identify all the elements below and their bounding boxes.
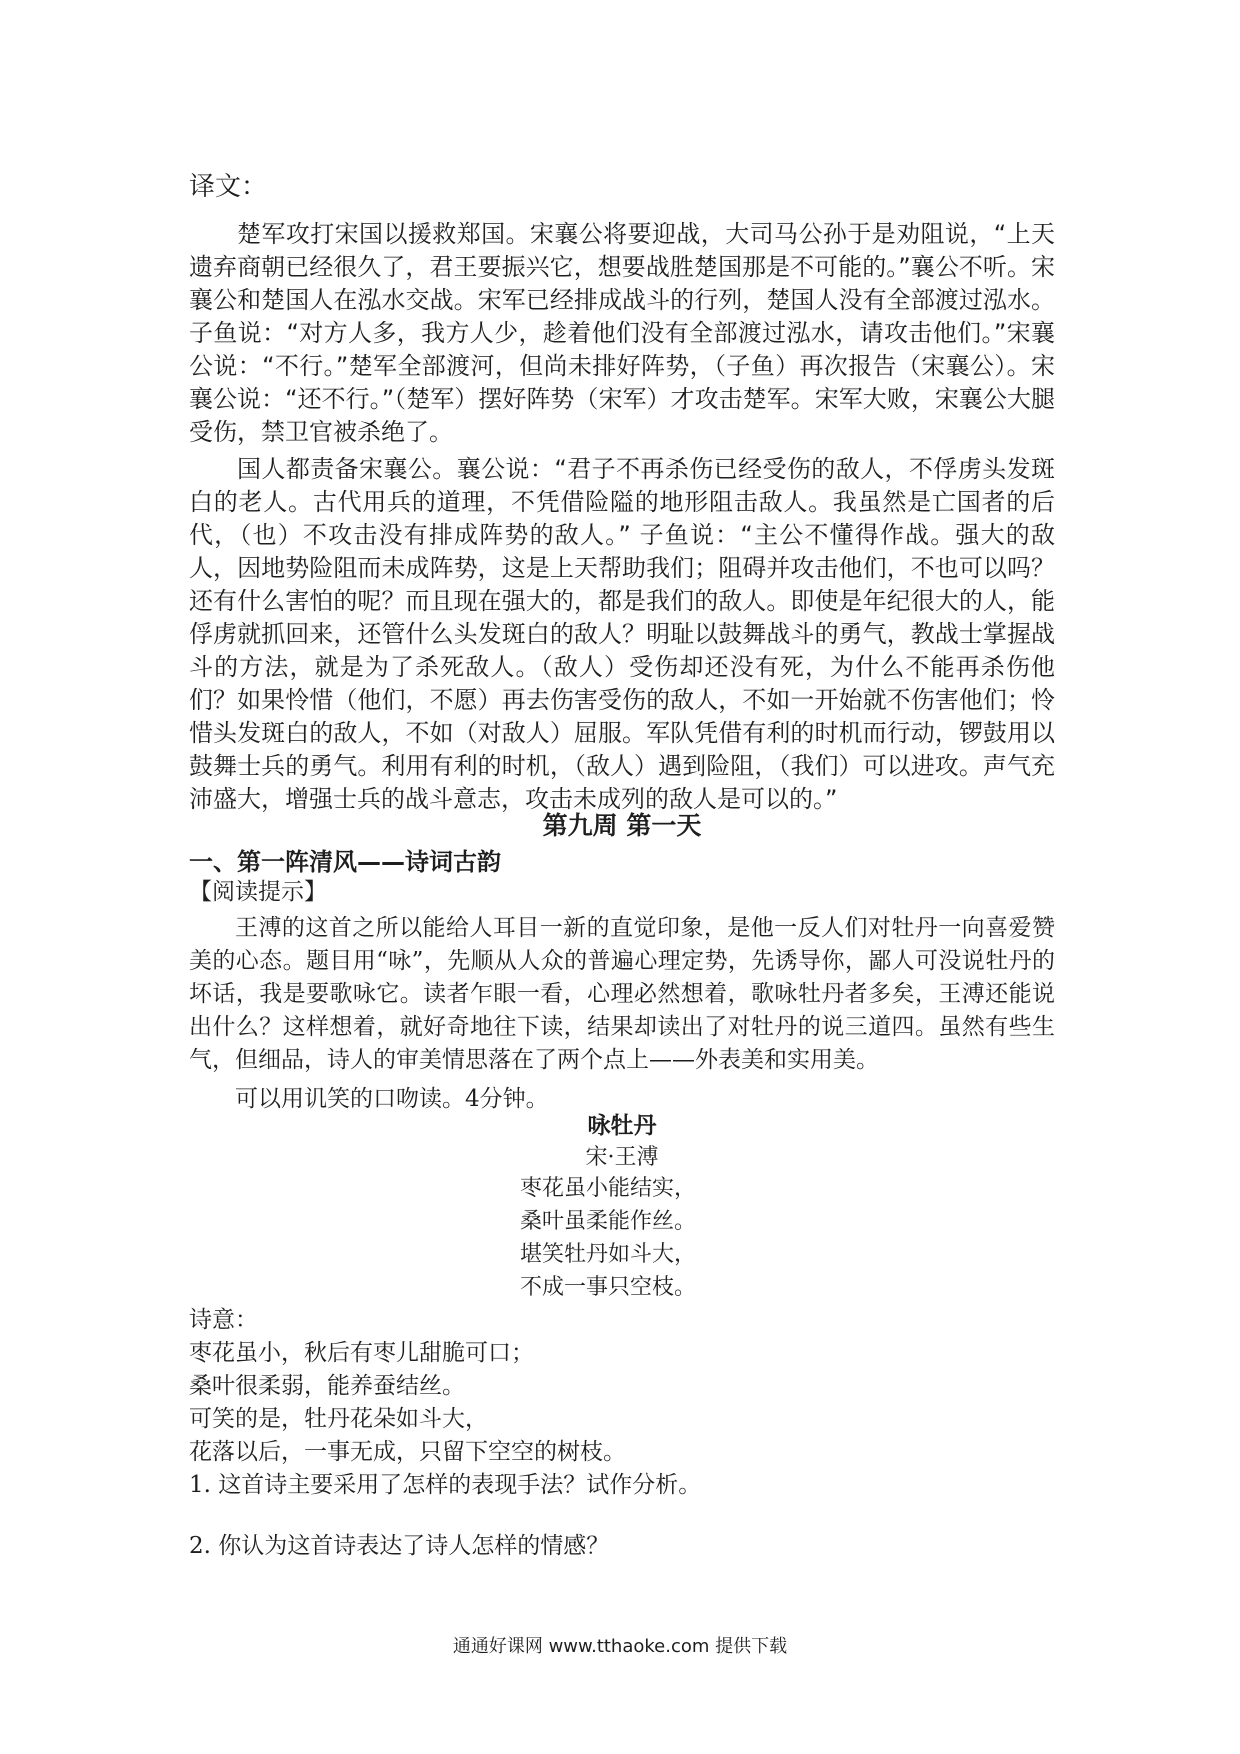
poem-title: 咏牡丹 [587, 1112, 657, 1139]
footer-text: 通通好课网 www.tthaoke.com 提供下载 [452, 1636, 788, 1657]
meaning-line: 花落以后，一事无成，只留下空空的树枝。 [189, 1439, 626, 1465]
week-heading: 第九周 第一天 [542, 811, 702, 840]
meaning-line: 可笑的是，牡丹花朵如斗大， [189, 1406, 488, 1432]
poem-line: 桑叶虽柔能作丝。 [520, 1209, 697, 1234]
section-title: 一、第一阵清风——诗词古韵 [189, 848, 501, 876]
question-2: 2. 你认为这首诗表达了诗人怎样的情感？ [189, 1533, 610, 1559]
reading-tip-label: 【阅读提示】 [189, 879, 327, 905]
reading-tip-body [189, 912, 1055, 1116]
translation-body [189, 218, 1055, 816]
meaning-label: 诗意： [189, 1307, 258, 1333]
meaning-section [189, 1304, 1055, 1502]
reading-tip-paragraph: 王溥的这首之所以能给人耳目一新的直觉印象，是他一反人们对牡丹一向喜爱赞美的心态。题目用“咏”，先顺从人众的普遍心理定势，先诱导你，鄙人可没说牡丹的坏话，我是要歌咏它。读者乍眼一看，心理必然想着，歌咏牡丹者多矣，王溥还能说出什么？这样想着，就好奇地往下读，结果却读出了对牡丹的说三道四。虽然有些生气，但细品，诗人的审美情思落在了两个点上——外表美和实用美。 [189, 915, 1055, 1073]
translation-paragraph-1: 楚军攻打宋国以援救郑国。宋襄公将要迎战，大司马公孙于是劝阻说，“上天遗弃商朝已经很久了，君王要振兴它，想要战胜楚国那是不可能的。”襄公不听。宋襄公和楚国人在泓水交战。宋军已经排成战斗的行列，楚国人没有全部渡过泓水。子鱼说：“对方人多，我方人少，趁着他们没有全部渡过泓水，请攻击他们。”宋襄公说：“不行。”楚军全部渡河，但尚未排好阵势，（子鱼）再次报告（宋襄公）。宋襄公说：“还不行。”（楚军）摆好阵势（宋军）才攻击楚军。宋军大败，宋襄公大腿受伤，禁卫官被杀绝了。 [189, 220, 1055, 446]
question-1: 1. 这首诗主要采用了怎样的表现手法？试作分析。 [189, 1472, 702, 1498]
meaning-line: 桑叶很柔弱，能养蚕结丝。 [189, 1373, 465, 1399]
poem-line: 不成一事只空枝。 [520, 1275, 697, 1300]
translation-label: 译文： [189, 172, 268, 202]
poem-line: 堪笑牡丹如斗大， [520, 1242, 697, 1267]
poem-lines [520, 1172, 820, 1304]
translation-paragraph-2: 国人都责备宋襄公。襄公说：“君子不再杀伤已经受伤的敌人，不俘虏头发斑白的老人。古代用兵的道理，不凭借险隘的地形阻击敌人。我虽然是亡国者的后代，（也）不攻击没有排成阵势的敌人。” 子鱼说：“主公不懂得作战。强大的敌人，因地势险阻而未成阵势，这是上天帮助我们；阻碍并攻击他们，不也可以吗？还有什么害怕的呢？而且现在强大的，都是我们的敌人。即使是年纪很大的人，能俘虏就抓回来，还管什么头发斑白的敌人？明耻以鼓舞战斗的勇气，教战士掌握战斗的方法，就是为了杀死敌人。（敌人）受伤却还没有死，为什么不能再杀伤他们？如果怜惜（他们，不愿）再去伤害受伤的敌人，不如一开始就不伤害他们；怜惜头发斑白的敌人，不如（对敌人）屈服。军队凭借有利的时机而行动，锣鼓用以鼓舞士兵的勇气。利用有利的时机，（敌人）遇到险阻，（我们）可以进攻。声气充沛盛大，增强士兵的战斗意志，攻击未成列的敌人是可以的。” [189, 455, 1055, 813]
reading-tip-duration: 可以用讥笑的口吻读。4分钟。 [235, 1086, 549, 1112]
poem-line: 枣花虽小能结实， [520, 1176, 697, 1201]
poem-author: 宋·王溥 [585, 1145, 659, 1170]
meaning-line: 枣花虽小，秋后有枣儿甜脆可口； [189, 1340, 534, 1366]
